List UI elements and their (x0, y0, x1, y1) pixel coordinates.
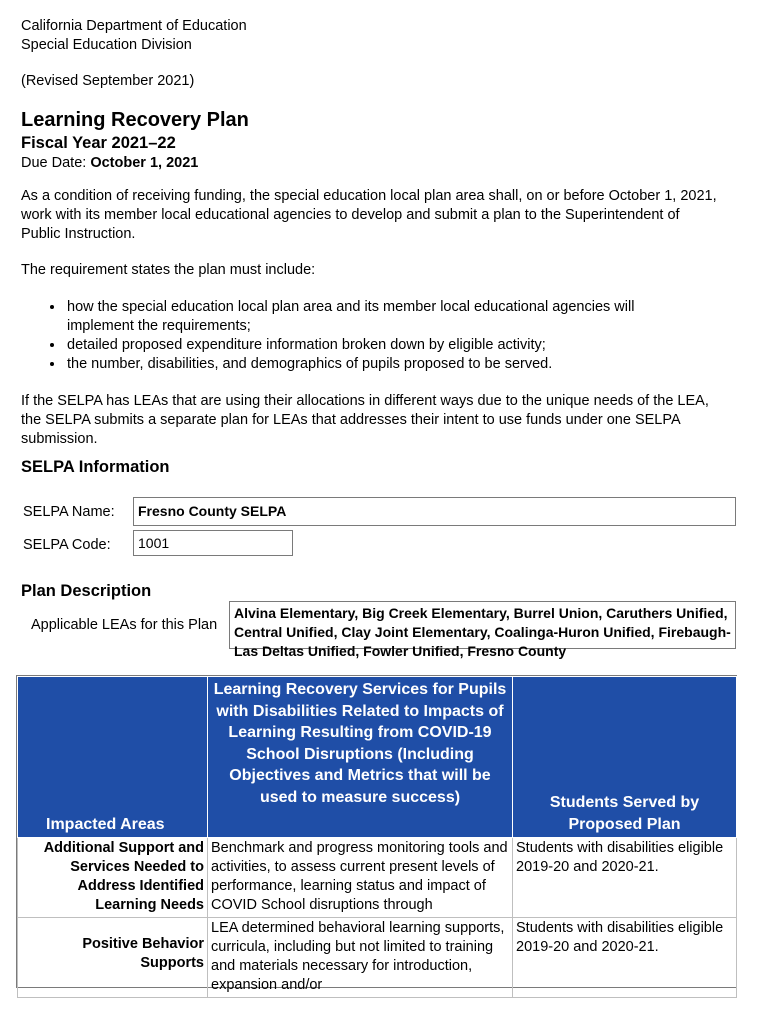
due-date-value: October 1, 2021 (90, 155, 199, 171)
students-served-cell[interactable]: Students with disabilities eligible 2019-20 and 2020-21. (513, 838, 737, 918)
students-served-cell[interactable]: Students with disabilities eligible 2019-20 and 2020-21. (513, 918, 737, 998)
selpa-code-label: SELPA Code: (23, 537, 111, 553)
column-header-services: Learning Recovery Services for Pupils with Disabilities Related to Impacts of Learning Resulting from COVID-19 School Disruptions (Including Objectives and Metrics that will be used to measure success) (208, 677, 513, 838)
intro-paragraph-1: As a condition of receiving funding, the special education local plan area shall, on or before October 1, 2021, work with its member local educational agencies to develop and submit a plan to the Superintendent of Public Instruction. (21, 188, 717, 242)
selpa-name-field[interactable]: Fresno County SELPA (133, 497, 736, 526)
requirement-item: • detailed proposed expenditure information broken down by eligible activity; (65, 336, 705, 355)
division-name: Special Education Division (21, 37, 192, 53)
page-title: Learning Recovery Plan (21, 109, 249, 131)
fiscal-year: Fiscal Year 2021–22 (21, 134, 176, 152)
services-cell[interactable]: Benchmark and progress monitoring tools and activities, to assess current present levels of performance, learning status and impact of COVID School disruptions through (208, 838, 513, 918)
impacted-area-cell: Positive Behavior Supports (18, 918, 208, 998)
plan-heading: Plan Description (21, 582, 152, 600)
due-date-label: Due Date: (21, 155, 91, 171)
selpa-code-field[interactable]: 1001 (133, 530, 293, 556)
table-row (18, 838, 737, 918)
selpa-name-label: SELPA Name: (23, 504, 115, 520)
column-header-impacted-areas: Impacted Areas (18, 677, 208, 838)
column-header-students-served: Students Served by Proposed Plan (513, 677, 737, 838)
org-name: California Department of Education (21, 18, 247, 34)
intro-paragraph-3: If the SELPA has LEAs that are using their allocations in different ways due to the unique needs of the LEA, the SELPA submits a separate plan for LEAs that addresses their intent to use funds under one SELPA submission. (21, 393, 709, 447)
table-row (18, 918, 737, 998)
requirement-item: • the number, disabilities, and demographics of pupils proposed to be served. (65, 355, 705, 374)
revised-date: (Revised September 2021) (21, 73, 195, 89)
applicable-leas-field[interactable]: Alvina Elementary, Big Creek Elementary, Burrel Union, Caruthers Unified, Central Unified, Clay Joint Elementary, Coalinga-Huron Unified, Firebaugh-Las Deltas Unified, Fowler Unified, Fresno County (229, 601, 736, 649)
services-cell[interactable]: LEA determined behavioral learning supports, curricula, including but not limited to training and materials necessary for introduction, expansion and/or (208, 918, 513, 998)
requirement-item: • how the special education local plan area and its member local educational agencies will implement the requirements; (65, 298, 705, 336)
learning-recovery-table (16, 675, 737, 993)
impacted-area-cell: Additional Support and Services Needed to Address Identified Learning Needs (18, 838, 208, 918)
intro-paragraph-2: The requirement states the plan must include: (21, 262, 316, 278)
requirements-list (21, 298, 705, 374)
due-date (21, 154, 198, 172)
selpa-heading: SELPA Information (21, 458, 170, 476)
applicable-leas-label: Applicable LEAs for this Plan (31, 617, 218, 633)
